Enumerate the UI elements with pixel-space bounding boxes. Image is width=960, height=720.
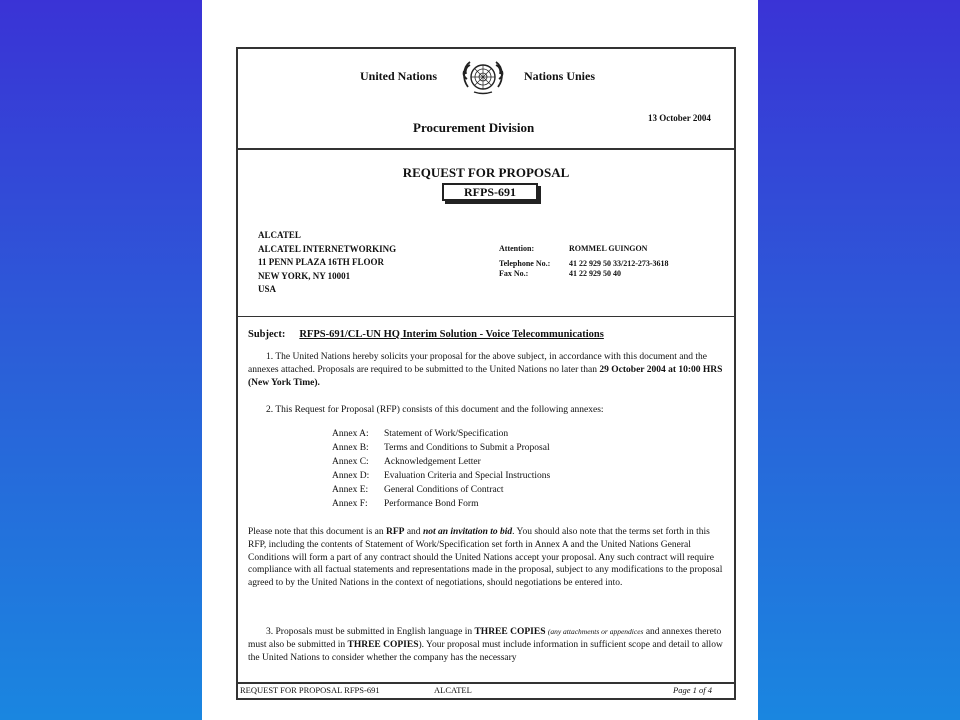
org-name-french: Nations Unies xyxy=(524,69,596,83)
annex-key: Annex B: xyxy=(332,442,369,453)
footer-company: ALCATEL xyxy=(434,685,472,695)
paragraph-3 xyxy=(248,626,726,664)
address-line: ALCATEL xyxy=(258,230,301,240)
list-item xyxy=(332,498,550,512)
annex-key: Annex F: xyxy=(332,498,368,509)
attention-label: Attention: xyxy=(499,244,535,253)
list-item xyxy=(332,428,550,442)
paragraph-1-text: 1. The United Nations hereby solicits your proposal for the above subject, in accordance with this document and the annexes attached. Proposals are required to be submitted to the United Nations no later than xyxy=(248,352,707,375)
paragraph-3-text-a: 3. Proposals must be submitted in English language in xyxy=(266,627,475,637)
paragraph-3-text-c: ). Your proposal must include information in sufficient scope and detail to allow the United Nations to consider whether the company has the necessary xyxy=(248,639,723,663)
three-copies-1: THREE COPIES xyxy=(474,627,546,637)
three-copies-2: THREE COPIES xyxy=(347,639,419,650)
division-title: Procurement Division xyxy=(413,120,535,135)
section-divider xyxy=(238,316,734,317)
paragraph-2-text: 2. This Request for Proposal (RFP) consists of this document and the following annexes: xyxy=(266,405,604,415)
document-date: 13 October 2004 xyxy=(648,113,711,123)
rfp-document xyxy=(236,47,736,700)
list-item xyxy=(332,470,550,484)
annex-key: Annex A: xyxy=(332,429,369,439)
paragraph-2 xyxy=(248,404,726,417)
attention-value: ROMMEL GUINGON xyxy=(569,244,648,253)
paragraph-3-text-b: and annexes thereto must also be submitted in xyxy=(248,627,722,650)
note-rfp: RFP xyxy=(386,527,405,537)
address-line: USA xyxy=(258,284,277,294)
annex-list xyxy=(332,428,550,511)
paragraph-3-small: (any attachments or appendices xyxy=(547,627,644,636)
annex-key: Annex E: xyxy=(332,484,369,495)
note-text-a: Please note that this document is an xyxy=(248,527,386,537)
annex-key: Annex C: xyxy=(332,456,369,467)
note-text-b: and xyxy=(404,527,423,537)
note-paragraph xyxy=(248,526,726,590)
org-name-english: United Nations xyxy=(360,69,438,83)
contact-block xyxy=(499,242,669,281)
annex-value: Statement of Work/Specification xyxy=(384,429,509,439)
footer-page-number: Page 1 of 4 xyxy=(673,685,712,695)
address-line: ALCATEL INTERNETWORKING xyxy=(258,243,397,254)
address-line: 11 PENN PLAZA 16TH FLOOR xyxy=(258,257,385,267)
annex-value: General Conditions of Contract xyxy=(384,484,504,495)
annex-key: Annex D: xyxy=(332,470,370,481)
telephone-value: 41 22 929 50 33/212-273-3618 xyxy=(569,258,669,268)
paragraph-1 xyxy=(248,351,726,389)
annex-value: Evaluation Criteria and Special Instructions xyxy=(384,470,551,481)
address-line: NEW YORK, NY 10001 xyxy=(258,270,351,281)
letterhead xyxy=(238,49,734,150)
fax-value: 41 22 929 50 40 xyxy=(569,269,621,278)
un-emblem-icon xyxy=(460,57,506,97)
subject-line xyxy=(248,329,604,340)
recipient-address xyxy=(258,229,396,297)
footer-doc-ref: REQUEST FOR PROPOSAL RFPS-691 xyxy=(240,685,380,695)
submission-deadline: 29 October 2004 at 10:00 HRS (New York Time). xyxy=(248,364,723,388)
annex-value: Performance Bond Form xyxy=(384,498,479,509)
rfp-number-box: RFPS-691 xyxy=(442,183,538,201)
subject-label: Subject: xyxy=(248,329,286,340)
annex-value: Acknowledgement Letter xyxy=(384,456,481,467)
annex-value: Terms and Conditions to Submit a Proposal xyxy=(384,442,550,453)
note-text-c: . You should also note that the terms set forth in this RFP, including the contents of Statement of Work/Specification set forth in Annex A and the United Nations General Conditions will form a part of any contract should the United Nations accept your proposal. Any such contract will require compliance with all factual statements and representations made in the proposal, subject to any modifications to the proposal agreed to by the United Nations in the context of negotiations, should negotiations be entered into. xyxy=(248,527,723,589)
list-item xyxy=(332,456,550,470)
list-item xyxy=(332,442,550,456)
subject-text: RFPS-691/CL-UN HQ Interim Solution - Voice Telecommunications xyxy=(299,329,604,340)
note-not-invitation: not an invitation to bid xyxy=(422,527,513,537)
list-item xyxy=(332,484,550,498)
rfp-title: REQUEST FOR PROPOSAL xyxy=(402,165,570,180)
page-footer xyxy=(238,682,734,698)
fax-label: Fax No.: xyxy=(499,269,529,278)
telephone-label: Telephone No.: xyxy=(499,258,551,268)
